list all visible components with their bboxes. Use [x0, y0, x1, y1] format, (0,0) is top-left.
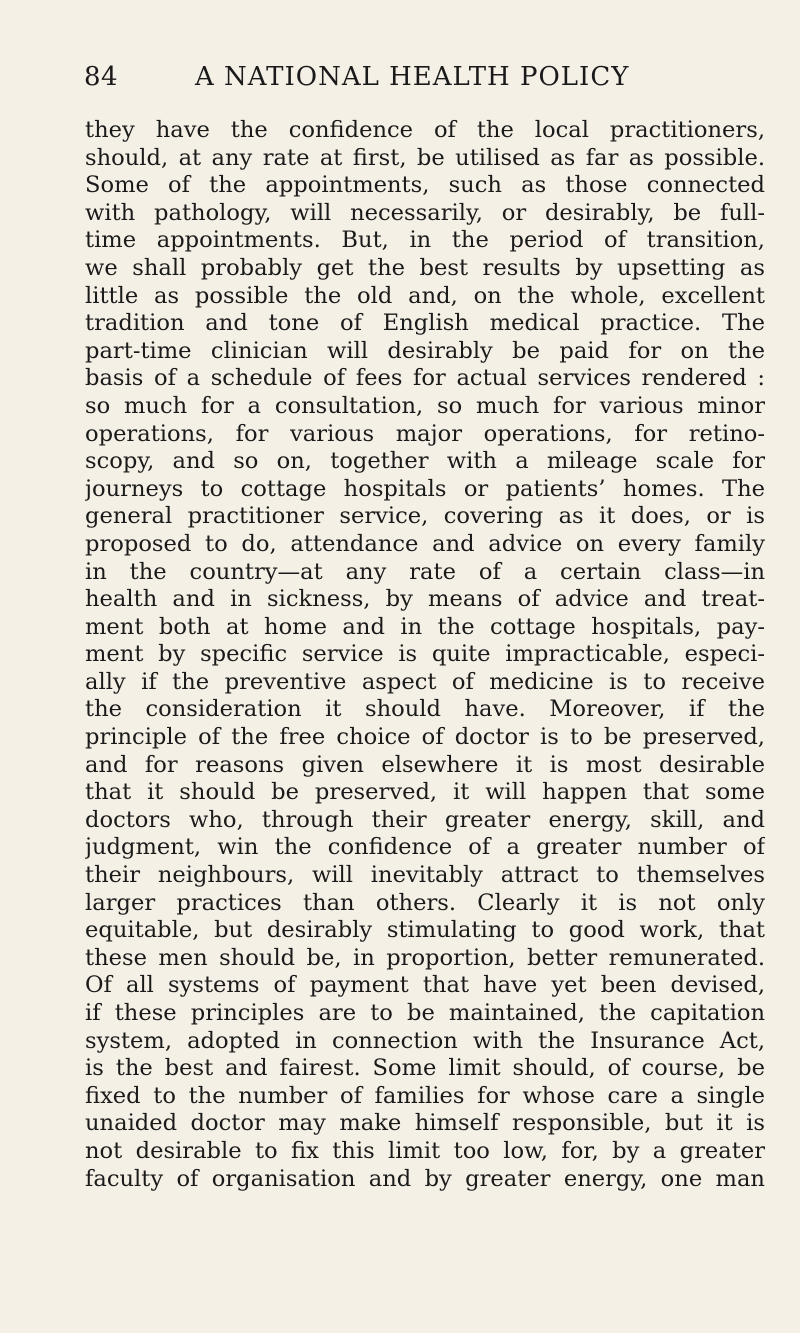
text-line: in the country—at any rate of a certain class—in — [85, 558, 765, 585]
text-line: with pathology, will necessarily, or desirably, be full- — [85, 199, 765, 226]
text-line: should, at any rate at first, be utilised as far as possible. — [85, 144, 765, 171]
text-line: their neighbours, will inevitably attract to themselves — [85, 862, 765, 889]
page-number: 84 — [84, 62, 119, 92]
text-line: equitable, but desirably stimulating to good work, that — [85, 917, 765, 944]
running-title: A NATIONAL HEALTH POLICY — [195, 62, 630, 92]
text-line: ally if the preventive aspect of medicine is to receive — [85, 668, 765, 695]
text-line: unaided doctor may make himself responsible, but it is — [85, 1110, 765, 1137]
text-line: ment both at home and in the cottage hospitals, pay- — [85, 613, 765, 640]
text-line: Of all systems of payment that have yet been devised, — [85, 972, 765, 999]
text-line: part-time clinician will desirably be paid for on the — [85, 337, 765, 364]
text-line: is the best and fairest. Some limit should, of course, be — [85, 1055, 765, 1082]
text-line: so much for a consultation, so much for various minor — [85, 392, 765, 419]
text-line: operations, for various major operations, for retino- — [85, 420, 765, 447]
text-line: time appointments. But, in the period of transition, — [85, 227, 765, 254]
text-line: not desirable to fix this limit too low, for, by a greater — [85, 1137, 765, 1164]
text-line: principle of the free choice of doctor is to be preserved, — [85, 724, 765, 751]
text-line: they have the confidence of the local practitioners, — [85, 117, 765, 143]
text-line: these men should be, in proportion, better remunerated. — [85, 944, 765, 971]
text-line: if these principles are to be maintained, the capitation — [85, 1000, 765, 1026]
text-line: little as possible the old and, on the whole, excellent — [85, 282, 765, 309]
text-line: general practitioner service, covering as it does, or is — [85, 503, 765, 530]
text-line: Some of the appointments, such as those connected — [85, 172, 765, 199]
text-line: scopy, and so on, together with a mileage scale for — [85, 448, 765, 475]
text-line: faculty of organisation and by greater energy, one man — [85, 1165, 765, 1192]
text-line: proposed to do, attendance and advice on every family — [85, 530, 765, 557]
text-line: basis of a schedule of fees for actual services rendered : — [85, 365, 765, 392]
text-line: tradition and tone of English medical practice. The — [85, 310, 765, 337]
text-line: larger practices than others. Clearly it is not only — [85, 889, 765, 916]
text-line: system, adopted in connection with the Insurance Act, — [85, 1027, 765, 1054]
text-line: the consideration it should have. Moreover, if the — [85, 696, 765, 723]
text-line: that it should be preserved, it will happen that some — [85, 779, 765, 806]
text-line: fixed to the number of families for whose care a single — [85, 1082, 765, 1109]
text-line: doctors who, through their greater energy, skill, and — [85, 806, 765, 833]
text-line: ment by specific service is quite impracticable, especi- — [85, 641, 765, 668]
text-line: we shall probably get the best results by upsetting as — [85, 254, 765, 281]
text-line: health and in sickness, by means of advice and treat- — [85, 586, 765, 613]
text-line: and for reasons given elsewhere it is most desirable — [85, 751, 765, 778]
text-line: journeys to cottage hospitals or patients’ homes. The — [85, 475, 765, 502]
body-paragraph — [85, 117, 765, 1193]
text-line: judgment, win the confidence of a greater number of — [85, 834, 765, 861]
page-header — [0, 62, 800, 102]
